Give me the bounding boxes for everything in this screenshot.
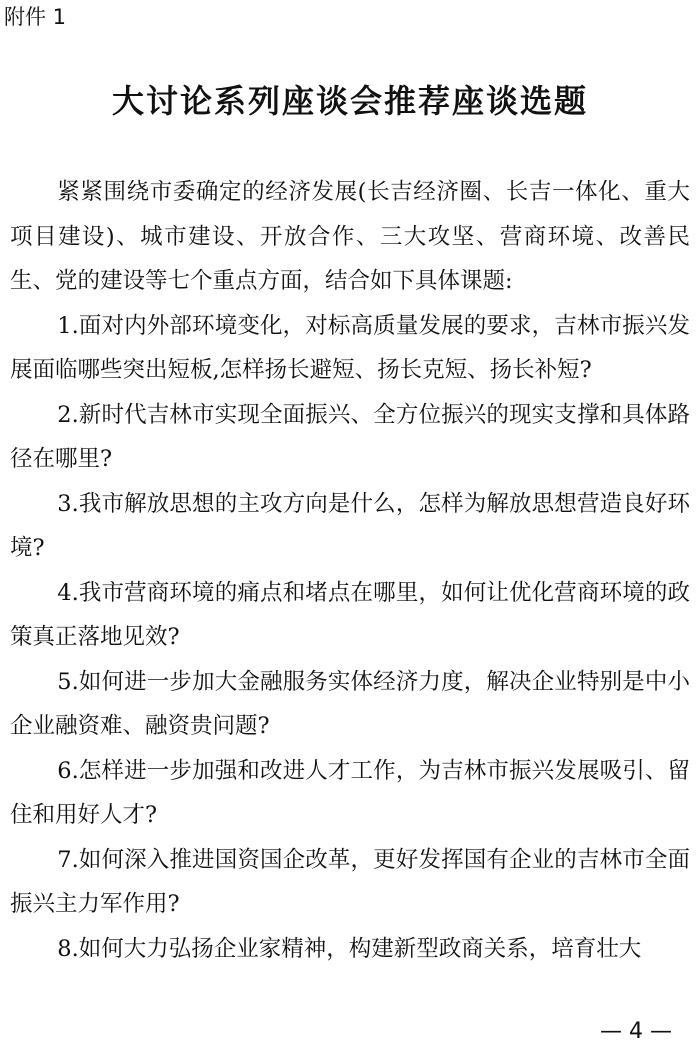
- topic-item: 7.如何深入推进国资国企改革，更好发挥国有企业的吉林市全面振兴主力军作用?: [10, 846, 690, 917]
- intro-paragraph: 紧紧围绕市委确定的经济发展(长吉经济圈、长吉一体化、重大项目建设)、城市建设、开放合作、三大攻坚、营商环境、改善民生、党的建设等七个重点方面，结合如下具体课题:: [10, 179, 690, 294]
- topic-item: 1.面对内外部环境变化，对标高质量发展的要求，吉林市振兴发展面临哪些突出短板,怎样扬长避短、扬长克短、扬长补短?: [10, 312, 690, 383]
- attachment-label: 附件 1: [4, 5, 67, 29]
- topic-item: 8.如何大力弘扬企业家精神，构建新型政商关系，培育壮大: [57, 935, 642, 962]
- topic-item: 3.我市解放思想的主攻方向是什么，怎样为解放思想营造良好环境?: [10, 490, 690, 561]
- page-number: — 4 —: [600, 1019, 672, 1044]
- topic-item: 4.我市营商环境的痛点和堵点在哪里，如何让优化营商环境的政策真正落地见效?: [10, 579, 690, 650]
- topic-item: 5.如何进一步加大金融服务实体经济力度，解决企业特别是中小企业融资难、融资贵问题?: [10, 668, 690, 739]
- topic-item: 6.怎样进一步加强和改进人才工作，为吉林市振兴发展吸引、留住和用好人才?: [10, 757, 690, 828]
- document-title: 大讨论系列座谈会推荐座谈选题: [111, 82, 588, 120]
- topic-item: 2.新时代吉林市实现全面振兴、全方位振兴的现实支撑和具体路径在哪里?: [10, 401, 690, 472]
- document-body: [10, 170, 690, 971]
